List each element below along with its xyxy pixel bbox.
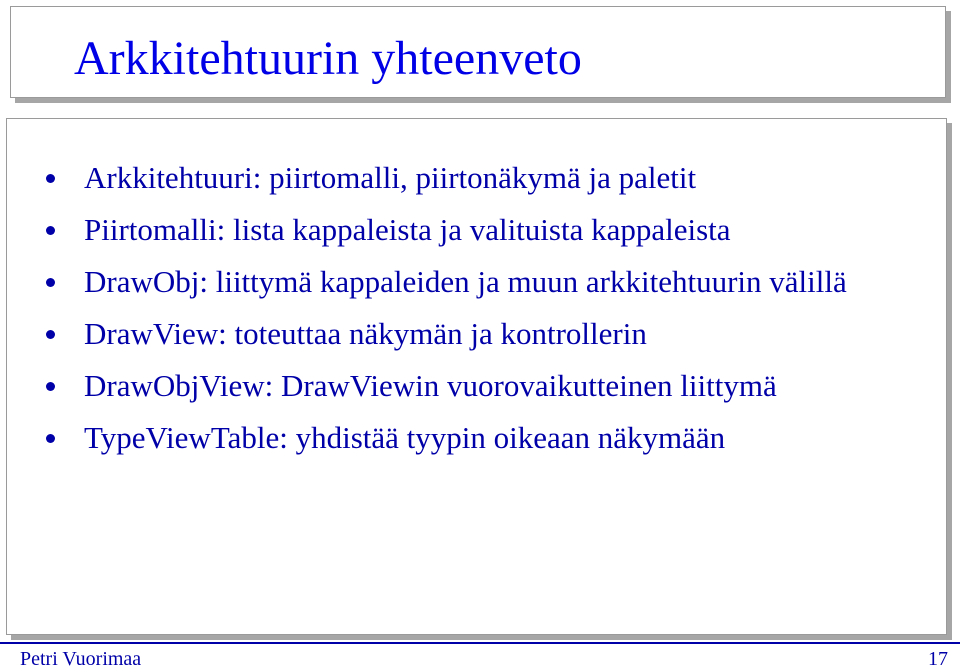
bullet-dot-icon [46,226,55,235]
bullet-text: DrawView: toteuttaa näkymän ja kontrollerin [84,316,647,351]
content-box [6,118,947,635]
footer-author: Petri Vuorimaa [20,648,142,670]
bullet-dot-icon [46,174,55,183]
slide-title: Arkkitehtuurin yhteenveto [74,32,582,85]
bullet-dot-icon [46,382,55,391]
bullet-item [35,360,935,412]
bullet-text: TypeViewTable: yhdistää tyypin oikeaan näkymään [84,420,726,455]
bullet-dot-icon [46,330,55,339]
bullet-item [35,256,935,308]
title-box [10,6,946,98]
bullet-item [35,412,935,464]
bullet-item [35,152,935,204]
bullet-text: Arkkitehtuuri: piirtomalli, piirtonäkymä ja paletit [84,160,697,195]
bullet-text: Piirtomalli: lista kappaleista ja valituista kappaleista [84,212,731,247]
footer-divider [0,642,960,644]
bullet-text: DrawObjView: DrawViewin vuorovaikutteinen liittymä [84,368,777,403]
bullet-item [35,308,935,360]
bullet-text: DrawObj: liittymä kappaleiden ja muun arkkitehtuurin välillä [84,264,847,299]
bullet-list [35,152,935,464]
page-number: 17 [928,648,948,670]
bullet-dot-icon [46,434,55,443]
bullet-item [35,204,935,256]
bullet-dot-icon [46,278,55,287]
